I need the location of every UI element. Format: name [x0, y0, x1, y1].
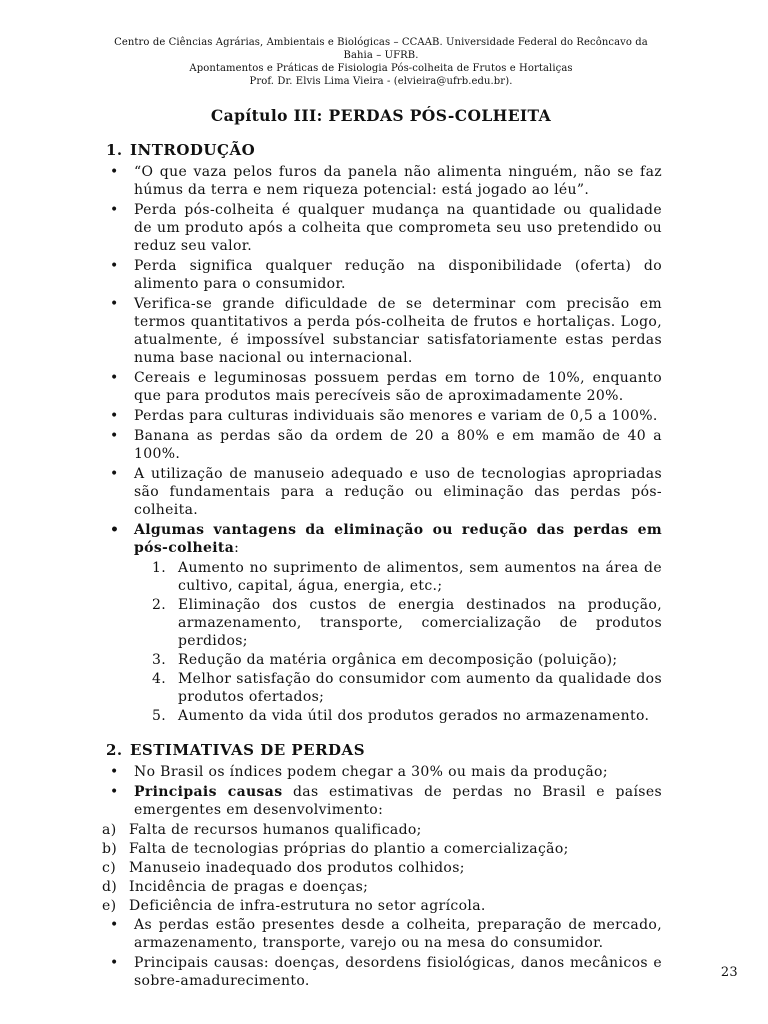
bullet-item	[110, 369, 662, 405]
item-letter: e)	[102, 898, 117, 914]
bullet-item	[110, 954, 662, 990]
numbered-item	[152, 670, 662, 706]
bullet-item	[110, 916, 662, 952]
chapter-title: Capítulo III: PERDAS PÓS-COLHEITA	[210, 106, 552, 125]
bullet-text: Perda significa qualquer redução na disponibilidade (oferta) do alimento para o consumidor.	[134, 258, 662, 292]
lettered-item-text: Falta de tecnologias próprias do plantio a comercialização;	[129, 841, 569, 857]
bullet-icon: •	[110, 764, 119, 780]
item-letter: a)	[102, 822, 117, 838]
advantages-header-item	[110, 521, 662, 557]
bullet-text: Cereais e leguminosas possuem perdas em torno de 10%, enquanto que para produtos mais perecíveis são de aproximadamente 20%.	[134, 370, 662, 404]
bullet-icon: •	[110, 296, 119, 312]
bullet-text: No Brasil os índices podem chegar a 30% ou mais da produção;	[134, 764, 608, 780]
bullet-icon: •	[110, 917, 119, 933]
bullet-text: Principais causas: doenças, desordens fisiológicas, danos mecânicos e sobre-amadurecimento.	[134, 955, 662, 989]
lettered-item	[102, 821, 662, 839]
numbered-item-text: Aumento da vida útil dos produtos gerados no armazenamento.	[178, 708, 650, 724]
item-number: 5.	[152, 708, 167, 724]
bullet-item	[110, 295, 662, 367]
numbered-item-text: Melhor satisfação do consumidor com aumento da qualidade dos produtos ofertados;	[178, 671, 662, 705]
bullet-text: Banana as perdas são da ordem de 20 a 80% e em mamão de 40 a 100%.	[134, 428, 662, 462]
lettered-item-text: Deficiência de infra-estrutura no setor agrícola.	[129, 898, 486, 914]
section-2-label: ESTIMATIVAS DE PERDAS	[130, 741, 366, 759]
section-1-heading	[106, 141, 662, 159]
page-number: 23	[720, 965, 738, 980]
bullet-item	[110, 163, 662, 199]
causes-header-bold: Principais causas	[134, 784, 283, 800]
numbered-item	[152, 707, 662, 725]
bullet-text: A utilização de manuseio adequado e uso de tecnologias apropriadas são fundamentais para a redução ou eliminação das perdas pós-colheita.	[134, 466, 662, 518]
lettered-item-text: Falta de recursos humanos qualificado;	[129, 822, 422, 838]
bullet-item	[110, 201, 662, 255]
bullet-icon: •	[110, 164, 119, 180]
item-number: 4.	[152, 671, 167, 687]
bullet-item	[110, 257, 662, 293]
causes-header-tail: das estimativas de perdas no Brasil e países emergentes em desenvolvimento:	[134, 784, 662, 818]
section-2-heading	[106, 741, 662, 759]
bullet-icon: •	[110, 955, 119, 971]
lettered-item-text: Manuseio inadequado dos produtos colhidos;	[129, 860, 465, 876]
document-header	[100, 36, 662, 88]
advantages-header-bold: Algumas vantagens da eliminação ou redução das perdas em pós-colheita	[134, 522, 662, 556]
bullet-icon: •	[110, 522, 120, 538]
numbered-item-text: Aumento no suprimento de alimentos, sem aumentos na área de cultivo, capital, água, energia, etc.;	[178, 560, 662, 594]
item-letter: c)	[102, 860, 117, 876]
section-1-number: 1.	[106, 141, 123, 159]
bullet-icon: •	[110, 408, 119, 424]
advantages-header-text	[134, 521, 662, 557]
section-2-number: 2.	[106, 741, 123, 759]
header-line-3: Prof. Dr. Elvis Lima Vieira - (elvieira@ufrb.edu.br).	[249, 76, 513, 87]
bullet-text: Perdas para culturas individuais são menores e variam de 0,5 a 100%.	[134, 408, 658, 424]
item-number: 1.	[152, 560, 167, 576]
bullet-icon: •	[110, 428, 119, 444]
numbered-item	[152, 596, 662, 650]
lettered-item	[102, 897, 662, 915]
lettered-item	[102, 878, 662, 896]
item-number: 2.	[152, 597, 167, 613]
lettered-item	[102, 840, 662, 858]
bullet-icon: •	[110, 258, 119, 274]
causes-header-text	[134, 783, 662, 819]
item-letter: b)	[102, 841, 118, 857]
advantages-header-tail: :	[234, 540, 240, 556]
bullet-item	[110, 427, 662, 463]
bullet-icon: •	[110, 370, 119, 386]
numbered-item	[152, 651, 662, 669]
bullet-text: “O que vaza pelos furos da panela não alimenta ninguém, não se faz húmus da terra e nem riqueza potencial: está jogado ao léu”.	[134, 164, 662, 198]
header-line-2: Apontamentos e Práticas de Fisiologia Pós-colheita de Frutos e Hortaliças	[189, 63, 573, 74]
bullet-text: Perda pós-colheita é qualquer mudança na quantidade ou qualidade de um produto após a colheita que comprometa seu uso pretendido ou reduz seu valor.	[134, 202, 662, 254]
bullet-icon: •	[110, 784, 119, 800]
lettered-item-text: Incidência de pragas e doenças;	[129, 879, 369, 895]
bullet-item	[110, 763, 662, 781]
item-number: 3.	[152, 652, 167, 668]
section-1-label: INTRODUÇÃO	[130, 141, 256, 159]
header-line-1: Centro de Ciências Agrárias, Ambientais e Biológicas – CCAAB. Universidade Federal do Recôncavo da Bahia – UFRB.	[114, 37, 648, 61]
numbered-item-text: Redução da matéria orgânica em decomposição (poluição);	[178, 652, 618, 668]
numbered-item	[152, 559, 662, 595]
bullet-icon: •	[110, 202, 119, 218]
item-letter: d)	[102, 879, 118, 895]
lettered-item	[102, 859, 662, 877]
numbered-item-text: Eliminação dos custos de energia destinados na produção, armazenamento, transporte, comercialização de produtos perdidos;	[178, 597, 662, 649]
bullet-item	[110, 465, 662, 519]
bullet-text: As perdas estão presentes desde a colheita, preparação de mercado, armazenamento, transporte, varejo ou na mesa do consumidor.	[134, 917, 662, 951]
bullet-item	[110, 407, 662, 425]
bullet-text: Verifica-se grande dificuldade de se determinar com precisão em termos quantitativos a perda pós-colheita de frutos e hortaliças. Logo, atualmente, é impossível substanciar satisfatoriamente estas perdas numa base nacional ou internacional.	[134, 296, 662, 366]
causes-header-item	[110, 783, 662, 819]
bullet-icon: •	[110, 466, 119, 482]
